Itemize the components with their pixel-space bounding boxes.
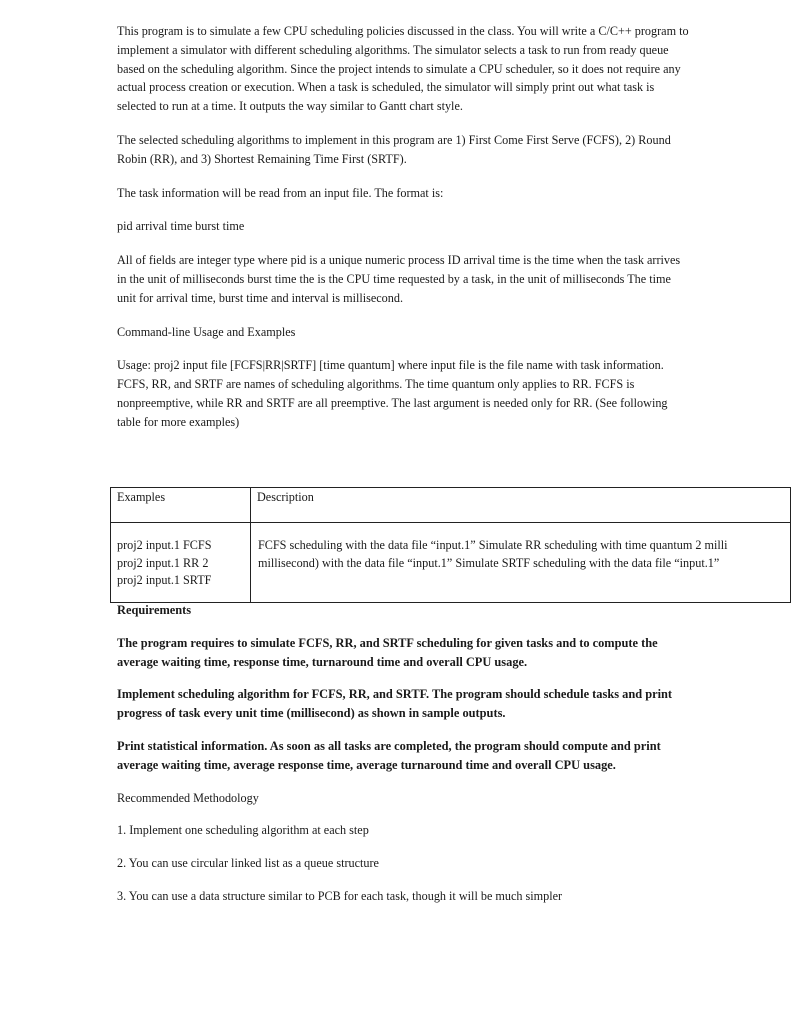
table-cell-description [251, 523, 791, 603]
table-header-row [111, 488, 791, 523]
table-cell-examples [111, 523, 251, 603]
examples-table [110, 487, 791, 603]
requirements-heading: Requirements [117, 603, 192, 617]
methodology-step: 2. You can use circular linked list as a queue structure [117, 856, 379, 871]
usage-paragraph: Usage: proj2 input file [FCFS|RR|SRTF] [time quantum] where input file is the file name with task information. FCFS, RR, and SRTF are names of scheduling algorithms. The time quantum only applies to RR. FCFS is nonpreemptive, while RR and SRTF are all preemptive. The last argument is needed only for RR. (See following table for more examples) [117, 358, 668, 429]
document-body [117, 22, 691, 432]
usage-heading: Command-line Usage and Examples [117, 324, 296, 339]
methodology-step: 1. Implement one scheduling algorithm at each step [117, 823, 369, 838]
requirement-paragraph: Print statistical information. As soon as all tasks are completed, the program should compute and print average waiting time, average response time, average turnaround time and overall CPU usage. [117, 738, 661, 772]
example-command: proj2 input.1 SRTF [117, 573, 212, 587]
input-format-line: pid arrival time burst time [117, 219, 245, 234]
requirements-section [117, 601, 691, 906]
requirement-paragraph: Implement scheduling algorithm for FCFS, RR, and SRTF. The program should schedule tasks and print progress of task every unit time (millisecond) as shown in sample outputs. [117, 687, 673, 721]
table-header-examples: Examples [111, 488, 251, 523]
example-command: proj2 input.1 RR 2 [117, 555, 209, 570]
description-line: FCFS scheduling with the data file “input.1” Simulate RR scheduling with time quantum 2 milli [258, 538, 728, 552]
requirement-paragraph: The program requires to simulate FCFS, RR, and SRTF scheduling for given tasks and to compute the average waiting time, response time, turnaround time and overall CPU usage. [117, 635, 658, 669]
methodology-step: 3. You can use a data structure similar to PCB for each task, though it will be much simpler [117, 888, 563, 903]
intro-paragraph: This program is to simulate a few CPU scheduling policies discussed in the class. You will write a C/C++ program to implement a simulator with different scheduling algorithms. The simulator selects a task to run from ready queue based on the scheduling algorithm. Since the project intends to simulate a CPU scheduler, so it does not require any actual process creation or execution. When a task is scheduled, the simulator will simply print out what task is selected to run at a time. It outputs the way similar to Gantt chart style. [117, 24, 689, 114]
table-row [111, 523, 791, 603]
table-header-description: Description [251, 488, 791, 523]
fields-paragraph: All of fields are integer type where pid is a unique numeric process ID arrival time is the time when the task arrives in the unit of milliseconds burst time the is the CPU time requested by a task, in the unit of milliseconds The time unit for arrival time, burst time and interval is millisecond. [117, 253, 681, 305]
methodology-heading: Recommended Methodology [117, 790, 259, 805]
example-command: proj2 input.1 FCFS [117, 538, 212, 552]
description-line: millisecond) with the data file “input.1” Simulate SRTF scheduling with the data file “input.1” [258, 555, 720, 570]
algorithms-paragraph: The selected scheduling algorithms to implement in this program are 1) First Come First Serve (FCFS), 2) Round Robin (RR), and 3) Shortest Remaining Time First (SRTF). [117, 132, 671, 166]
input-format-intro: The task information will be read from an input file. The format is: [117, 185, 444, 200]
